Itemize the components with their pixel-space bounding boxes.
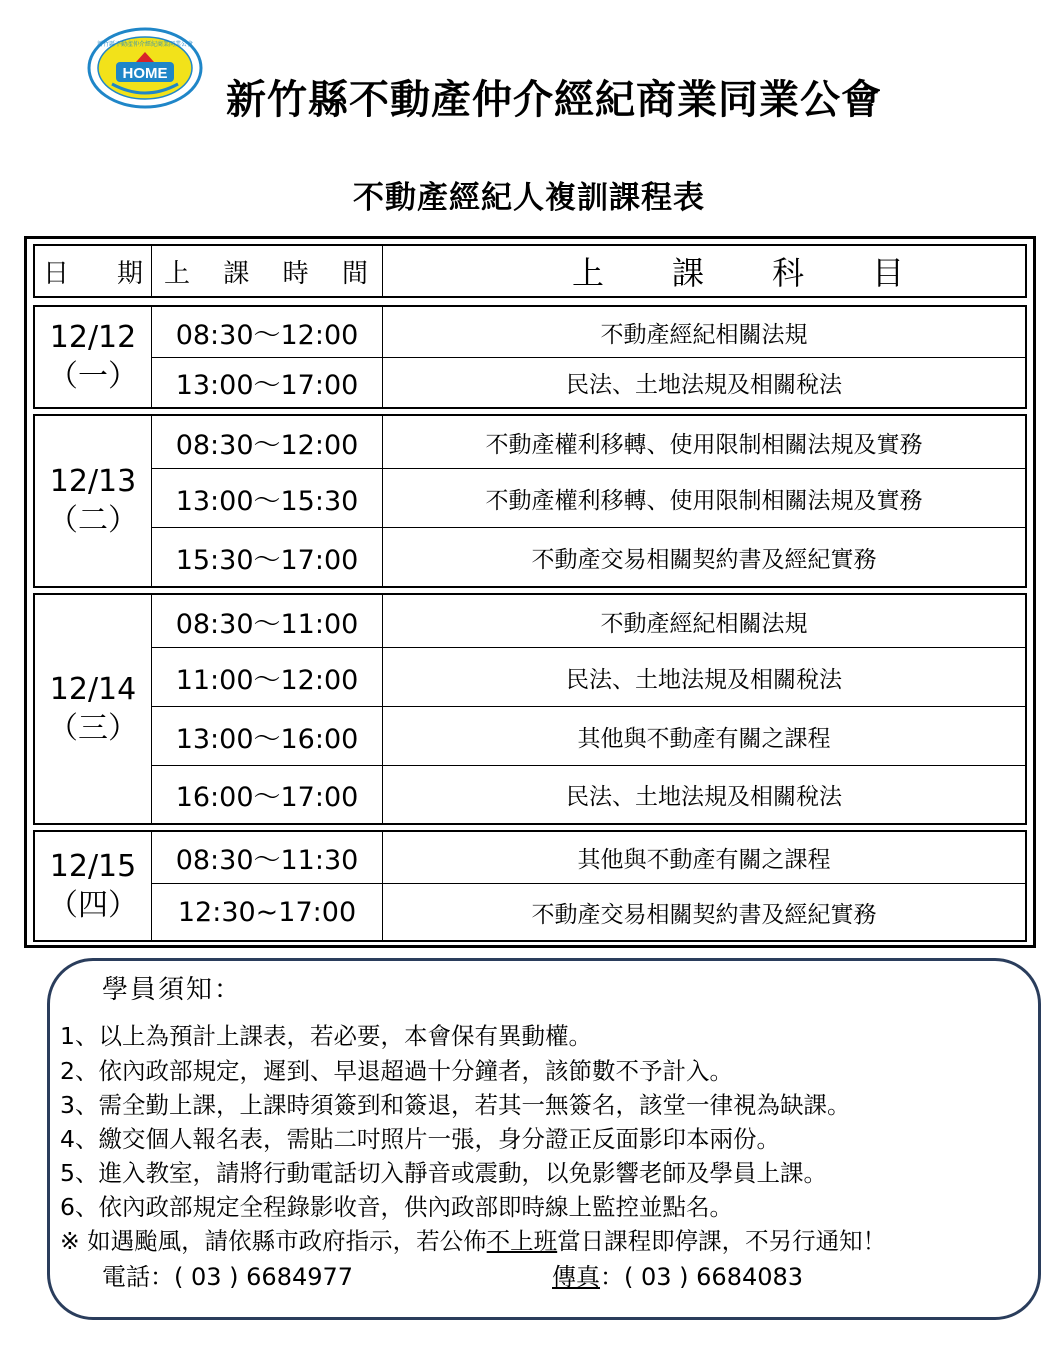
session-time: 08:30～12:00 xyxy=(152,307,383,357)
day-block-1214 xyxy=(33,593,1027,825)
header-subject xyxy=(383,246,1025,296)
day-block-1212 xyxy=(33,305,1027,409)
session-subject: 其他與不動產有關之課程 xyxy=(577,725,831,752)
session-time: 11:00～12:00 xyxy=(152,648,383,706)
notice-item: 5、進入教室，請將行動電話切入靜音或震動，以免影響老師及學員上課。 xyxy=(60,1159,827,1187)
fax-value: ：( 03 ) 6684083 xyxy=(600,1263,804,1291)
session-subject: 其他與不動產有關之課程 xyxy=(577,847,831,873)
typhoon-notice xyxy=(60,1222,886,1256)
day-weekday: （二） xyxy=(48,503,138,538)
session-time: 13:00～15:30 xyxy=(152,469,383,527)
table-row xyxy=(152,883,1025,940)
day-date: 12/12 xyxy=(49,320,137,355)
table-header-row xyxy=(33,244,1027,298)
table-row xyxy=(35,832,1025,883)
session-time: 08:30～11:30 xyxy=(152,832,383,883)
session-time: 16:00～17:00 xyxy=(152,766,383,823)
session-subject: 不動產交易相關契約書及經紀實務 xyxy=(531,901,877,928)
session-time: 13:00～17:00 xyxy=(152,358,383,407)
day-date: 12/13 xyxy=(49,464,137,499)
day-weekday: （四） xyxy=(48,888,138,923)
table-row xyxy=(152,468,1025,527)
notice-item: 1、以上為預計上課表，若必要，本會保有異動權。 xyxy=(60,1022,592,1050)
header-subject-char: 目 xyxy=(872,254,905,292)
session-subject: 民法、土地法規及相關稅法 xyxy=(566,784,842,810)
student-notice-box xyxy=(47,958,1041,1320)
session-time: 08:30～12:00 xyxy=(152,416,383,468)
document-title: 不動產經紀人複訓課程表 xyxy=(353,180,705,216)
notice-item: 6、依內政部規定全程錄影收音，供內政部即時線上監控並點名。 xyxy=(60,1193,733,1221)
typhoon-text: ※ 如遇颱風，請依縣市政府指示，若公佈 xyxy=(60,1227,487,1255)
table-row xyxy=(152,527,1025,586)
notice-item: 4、繳交個人報名表，需貼二吋照片一張，身分證正反面影印本兩份。 xyxy=(60,1125,780,1153)
fax-label: 傳真 xyxy=(552,1263,600,1291)
day-weekday: （一） xyxy=(48,359,138,394)
session-time: 08:30～11:00 xyxy=(152,595,383,647)
header-subject-char: 課 xyxy=(671,254,772,292)
session-time: 12:30~17:00 xyxy=(152,884,383,940)
day-block-1213 xyxy=(33,414,1027,588)
logo-ring-text: 新竹縣不動產仲介經紀商業同業公會 xyxy=(96,41,194,48)
table-row xyxy=(152,706,1025,765)
fax-number xyxy=(552,1257,803,1292)
notice-item: 3、需全勤上課，上課時須簽到和簽退，若其一無簽名，該堂一律視為缺課。 xyxy=(60,1091,851,1119)
notice-title: 學員須知： xyxy=(102,975,243,1005)
session-subject: 民法、土地法規及相關稅法 xyxy=(566,372,842,398)
session-subject: 民法、土地法規及相關稅法 xyxy=(566,666,842,693)
header-date-char: 日 xyxy=(43,258,70,289)
header-subject-char: 科 xyxy=(772,254,873,292)
table-row xyxy=(35,595,1025,647)
phone-number: 電話：( 03 ) 6684977 xyxy=(102,1263,354,1291)
session-subject: 不動產經紀相關法規 xyxy=(600,321,808,348)
header-time-char: 課 xyxy=(223,258,250,289)
table-row xyxy=(35,416,1025,468)
day-date: 12/15 xyxy=(49,849,137,884)
session-subject: 不動產經紀相關法規 xyxy=(600,610,808,637)
association-logo xyxy=(86,26,204,110)
notice-item: 2、依內政部規定，遲到、早退超過十分鐘者，該節數不予計入。 xyxy=(60,1057,733,1085)
schedule-table xyxy=(24,236,1036,948)
header-time xyxy=(152,246,383,296)
table-row xyxy=(152,765,1025,823)
header-time-char: 時 xyxy=(282,258,309,289)
organization-name: 新竹縣不動產仲介經紀商業同業公會 xyxy=(226,77,882,123)
header-date xyxy=(35,246,152,296)
header-date-char: 期 xyxy=(116,258,143,289)
table-row xyxy=(35,307,1025,357)
typhoon-text: 當日課程即停課，不另行通知！ xyxy=(557,1227,887,1255)
session-subject: 不動產交易相關契約書及經紀實務 xyxy=(531,546,877,573)
day-weekday: （三） xyxy=(48,711,138,746)
table-row xyxy=(152,647,1025,706)
session-subject: 不動產權利移轉、使用限制相關法規及實務 xyxy=(485,487,923,514)
day-date: 12/14 xyxy=(49,672,137,707)
header-time-char: 上 xyxy=(164,258,191,289)
header-time-char: 間 xyxy=(341,258,368,289)
header-subject-char: 上 xyxy=(571,254,672,292)
logo-mark-text: HOME xyxy=(122,65,168,82)
table-row xyxy=(152,357,1025,407)
session-time: 15:30～17:00 xyxy=(152,528,383,586)
session-subject: 不動產權利移轉、使用限制相關法規及實務 xyxy=(485,431,923,458)
session-time: 13:00～16:00 xyxy=(152,707,383,765)
day-block-1215 xyxy=(33,830,1027,942)
typhoon-underlined: 不上班 xyxy=(486,1227,558,1255)
